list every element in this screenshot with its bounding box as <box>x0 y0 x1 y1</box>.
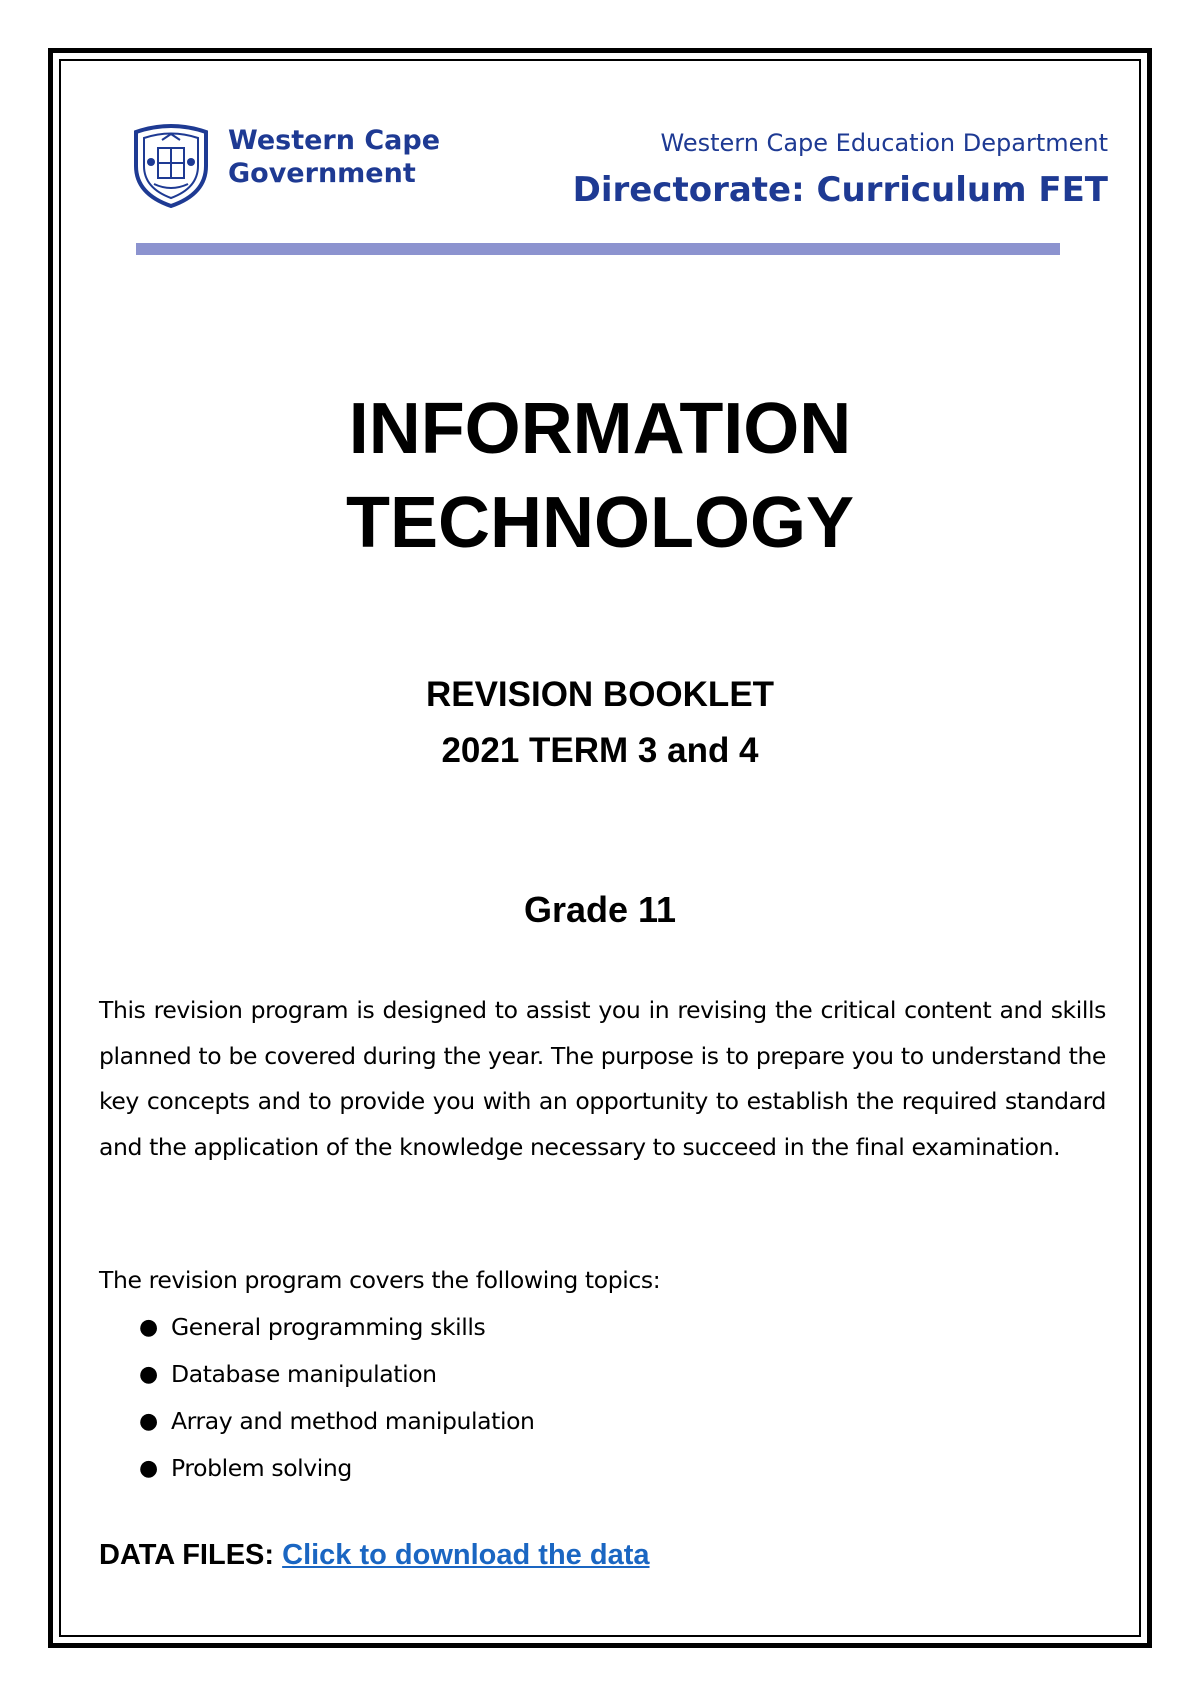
title-line1: INFORMATION <box>348 389 852 469</box>
topic-label: Database manipulation <box>171 1360 437 1388</box>
department-name: Western Cape Education Department <box>660 129 1108 157</box>
topics-lead: The revision program covers the following topics: <box>99 1266 661 1294</box>
list-item <box>99 1304 535 1351</box>
header-divider <box>136 243 1060 255</box>
logo-text-line2: Government <box>228 158 416 189</box>
coat-of-arms-icon <box>126 118 216 208</box>
directorate-title: Directorate: Curriculum FET <box>572 170 1108 210</box>
list-item <box>99 1351 535 1398</box>
logo-wordmark <box>228 124 440 190</box>
intro-paragraph: This revision program is designed to assist you in revising the critical content and skills planned to be covered during the year. The purpose is to prepare you to understand the key concepts and to provide you with an opportunity to establish the required standard and the application of the knowledge necessary to succeed in the final examination. <box>99 996 1106 1161</box>
topic-label: General programming skills <box>171 1313 486 1341</box>
download-data-link[interactable]: Click to download the data <box>282 1539 650 1571</box>
logo-text-line1: Western Cape <box>228 125 441 156</box>
bullet-icon: ● <box>139 1315 158 1340</box>
bullet-icon: ● <box>139 1362 158 1387</box>
grade-label: Grade 11 <box>523 889 677 930</box>
bullet-icon: ● <box>139 1456 158 1481</box>
bullet-icon: ● <box>139 1409 158 1434</box>
topic-label: Problem solving <box>171 1454 352 1482</box>
subtitle-line1: REVISION BOOKLET <box>425 675 775 714</box>
topics-list <box>99 1304 535 1492</box>
topic-label: Array and method manipulation <box>171 1407 535 1435</box>
list-item <box>99 1445 535 1492</box>
title-line2: TECHNOLOGY <box>345 483 854 563</box>
subtitle-line2: 2021 TERM 3 and 4 <box>441 731 759 770</box>
data-files-line <box>99 1535 649 1575</box>
data-files-label: DATA FILES: <box>99 1539 275 1571</box>
list-item <box>99 1398 535 1445</box>
